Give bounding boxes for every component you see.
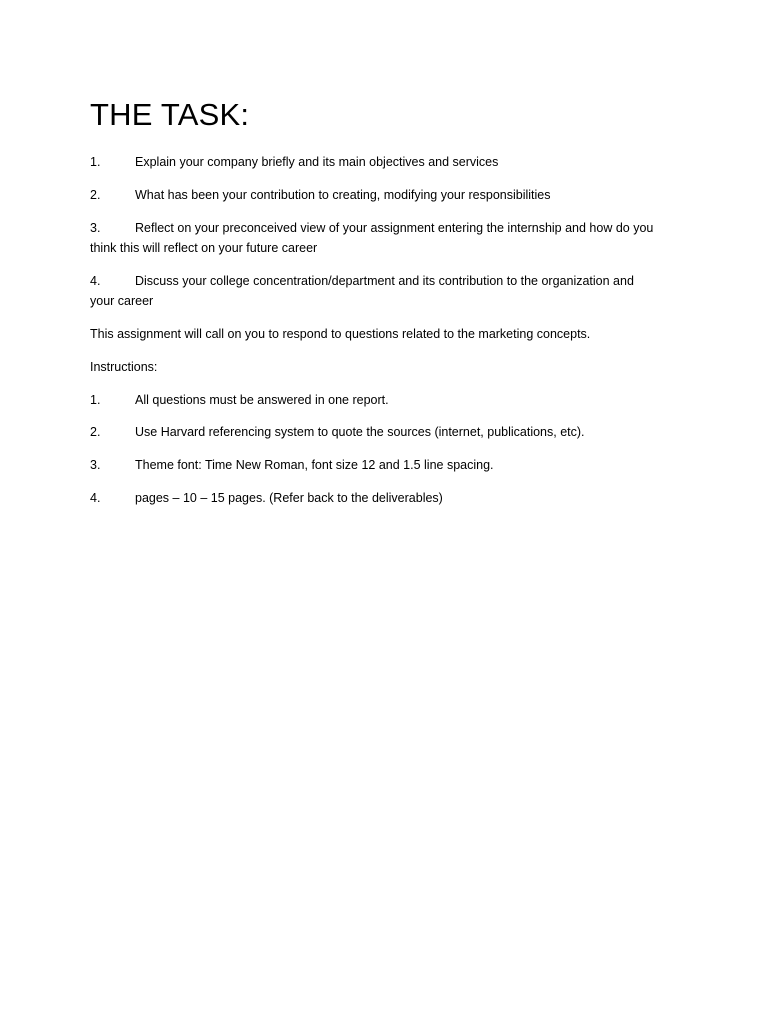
task-item-2 xyxy=(90,185,680,205)
instruction-item-3-number: 3. xyxy=(90,458,101,472)
instruction-item-4-number: 4. xyxy=(90,491,101,505)
task-item-3-text: Reflect on your preconceived view of your assignment entering the internship and how do you xyxy=(135,221,654,235)
instructions-heading xyxy=(90,357,680,377)
page-title: THE TASK: xyxy=(90,97,250,132)
task-item-2-text: What has been your contribution to creating, modifying your responsibilities xyxy=(135,188,551,202)
instruction-item-2-text: Use Harvard referencing system to quote the sources (internet, publications, etc). xyxy=(135,425,585,439)
instruction-item-4-text: pages – 10 – 15 pages. (Refer back to the deliverables) xyxy=(135,491,443,505)
instructions-heading-text: Instructions: xyxy=(90,360,158,374)
instruction-item-3 xyxy=(90,455,680,475)
task-item-1-text: Explain your company briefly and its main objectives and services xyxy=(135,155,499,169)
task-item-4 xyxy=(90,271,680,311)
task-item-1 xyxy=(90,152,680,172)
task-item-4-line-1 xyxy=(90,271,680,291)
instruction-item-1-text: All questions must be answered in one report. xyxy=(135,393,389,407)
instruction-item-3-text: Theme font: Time New Roman, font size 12 and 1.5 line spacing. xyxy=(135,458,494,472)
task-item-1-number: 1. xyxy=(90,155,101,169)
task-item-4-line-2: your career xyxy=(90,294,154,308)
task-item-1-line-1 xyxy=(90,152,680,172)
instruction-item-1 xyxy=(90,390,680,410)
task-item-3-number: 3. xyxy=(90,221,101,235)
instruction-item-4 xyxy=(90,488,680,508)
task-item-4-text: Discuss your college concentration/department and its contribution to the organization and xyxy=(135,274,634,288)
instruction-item-1-number: 1. xyxy=(90,393,101,407)
task-item-3-line-2: think this will reflect on your future career xyxy=(90,241,318,255)
instruction-item-2-number: 2. xyxy=(90,425,101,439)
task-item-2-number: 2. xyxy=(90,188,101,202)
task-item-3 xyxy=(90,218,680,258)
task-item-2-line-1 xyxy=(90,185,680,205)
task-item-4-number: 4. xyxy=(90,274,101,288)
instruction-item-2 xyxy=(90,422,680,442)
task-item-3-line-1 xyxy=(90,218,680,238)
assignment-note-text: This assignment will call on you to respond to questions related to the marketing concepts. xyxy=(90,327,591,341)
assignment-note xyxy=(90,324,680,344)
